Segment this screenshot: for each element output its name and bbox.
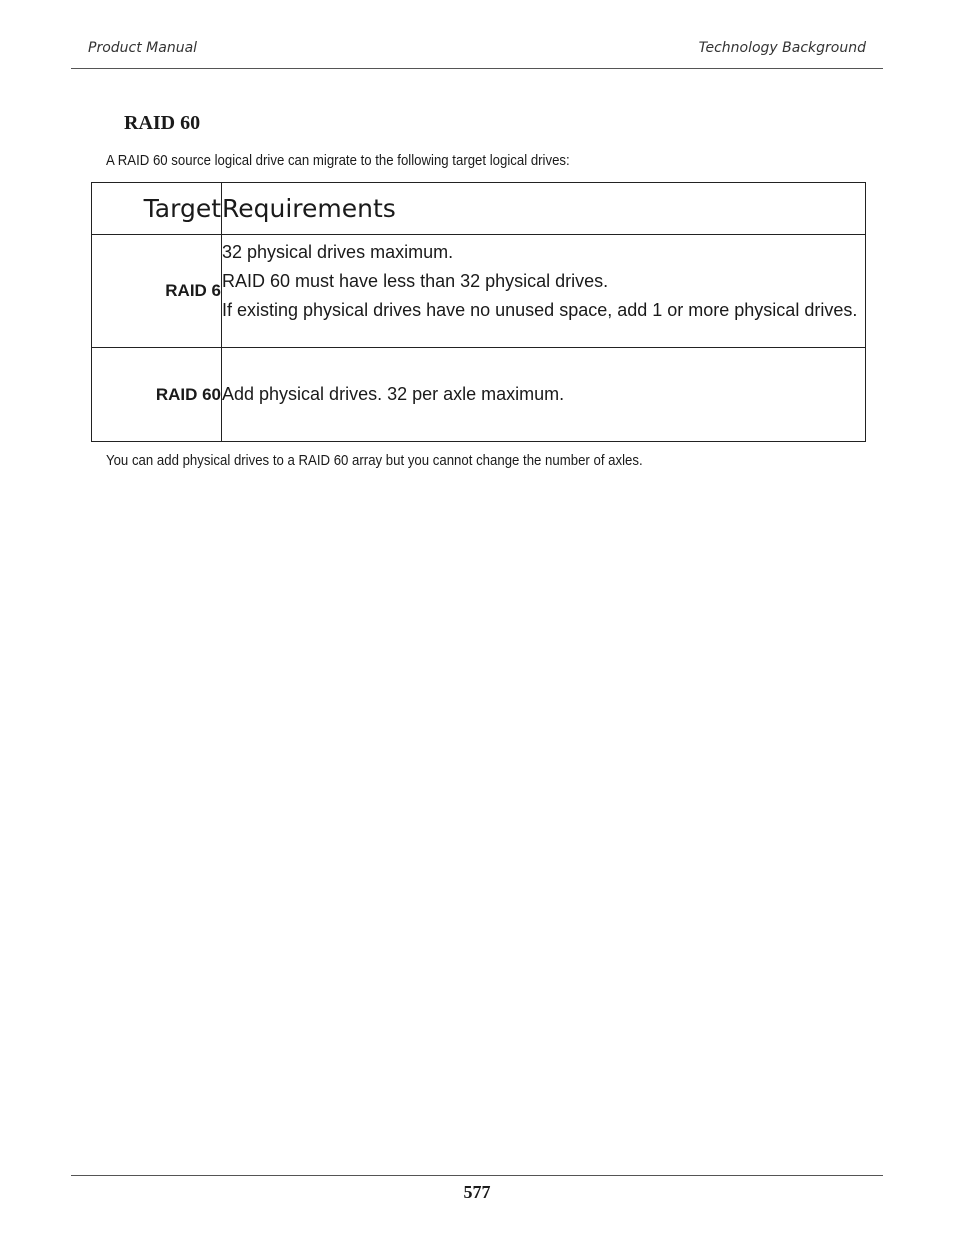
column-header-requirements: Requirements	[222, 183, 866, 235]
requirement-line: Add physical drives. 32 per axle maximum.	[222, 384, 565, 404]
table-header-row	[92, 183, 866, 235]
intro-paragraph: A RAID 60 source logical drive can migrate to the following target logical drives:	[106, 152, 570, 169]
table-row	[92, 348, 866, 442]
requirements-cell	[222, 235, 866, 348]
column-header-target: Target	[92, 183, 222, 235]
table-row	[92, 235, 866, 348]
migration-requirements-table	[91, 182, 866, 442]
requirement-line: If existing physical drives have no unused space, add 1 or more physical drives.	[222, 300, 858, 320]
footer-divider	[71, 1175, 883, 1176]
target-cell: RAID 6	[92, 235, 222, 348]
requirement-line: RAID 60 must have less than 32 physical drives.	[222, 271, 609, 291]
target-cell: RAID 60	[92, 348, 222, 442]
note-paragraph: You can add physical drives to a RAID 60 array but you cannot change the number of axles.	[106, 452, 643, 469]
running-header-right: Technology Background	[698, 40, 866, 56]
page-number: 577	[463, 1182, 491, 1202]
header-divider	[71, 68, 883, 69]
requirement-line: 32 physical drives maximum.	[222, 242, 454, 262]
section-title: RAID 60	[124, 112, 201, 134]
running-header-left: Product Manual	[88, 40, 198, 56]
requirements-cell	[222, 348, 866, 442]
